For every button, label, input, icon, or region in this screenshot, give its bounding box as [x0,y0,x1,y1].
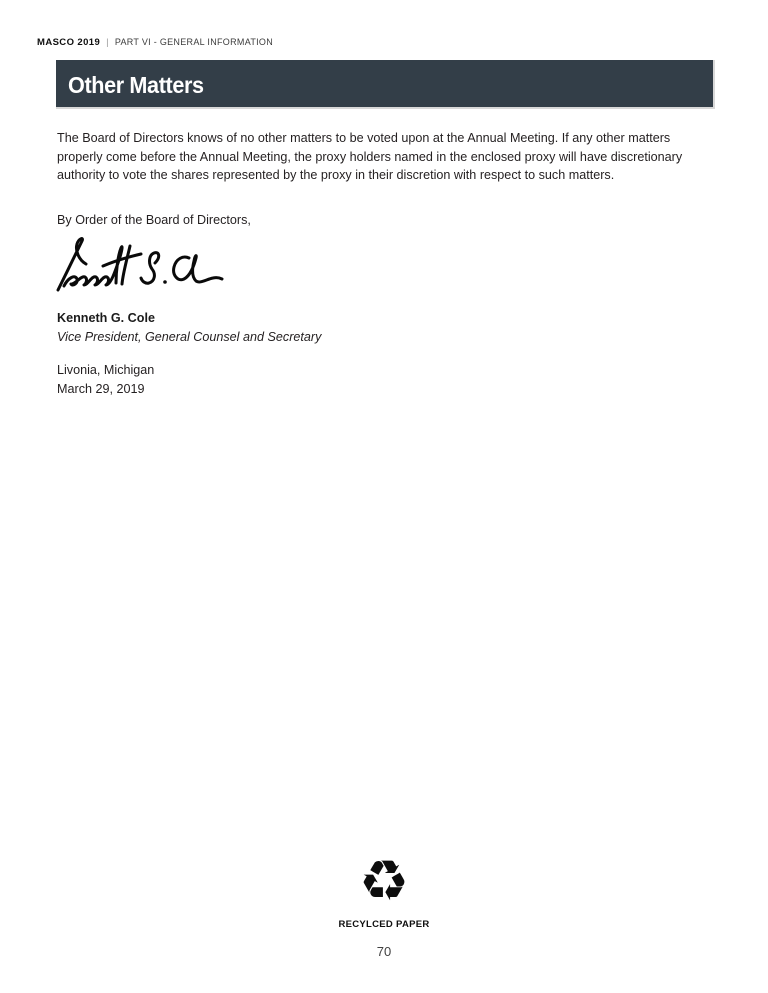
brand-text: MASCO 2019 [37,37,101,48]
signatory-name: Kenneth G. Cole [57,311,155,325]
header-separator: | [106,37,109,48]
section-label: PART VI - GENERAL INFORMATION [114,37,274,47]
running-header [37,37,273,48]
signature-date: March 29, 2019 [57,382,145,396]
recycle-icon-wrap [0,849,768,914]
page-number: 70 [376,944,392,959]
by-order-line: By Order of the Board of Directors, [57,213,251,227]
body-paragraph: The Board of Directors knows of no other matters to be voted upon at the Annual Meeting. If any other matters properly come before the Annual Meeting, the proxy holders named in the enclosed proxy will have discretionary authority to vote the shares represented by the proxy in their discretion with respect to such matters. [57,131,683,183]
recycle-icon: ♻ [358,849,410,914]
signatory-title: Vice President, General Counsel and Secretary [57,330,322,344]
signatory-location: Livonia, Michigan [57,363,155,377]
recycle-label: RECYLCED PAPER [338,919,430,930]
signature-image [54,233,224,293]
page-title: Other Matters [68,72,204,98]
section-title-banner [56,60,713,107]
